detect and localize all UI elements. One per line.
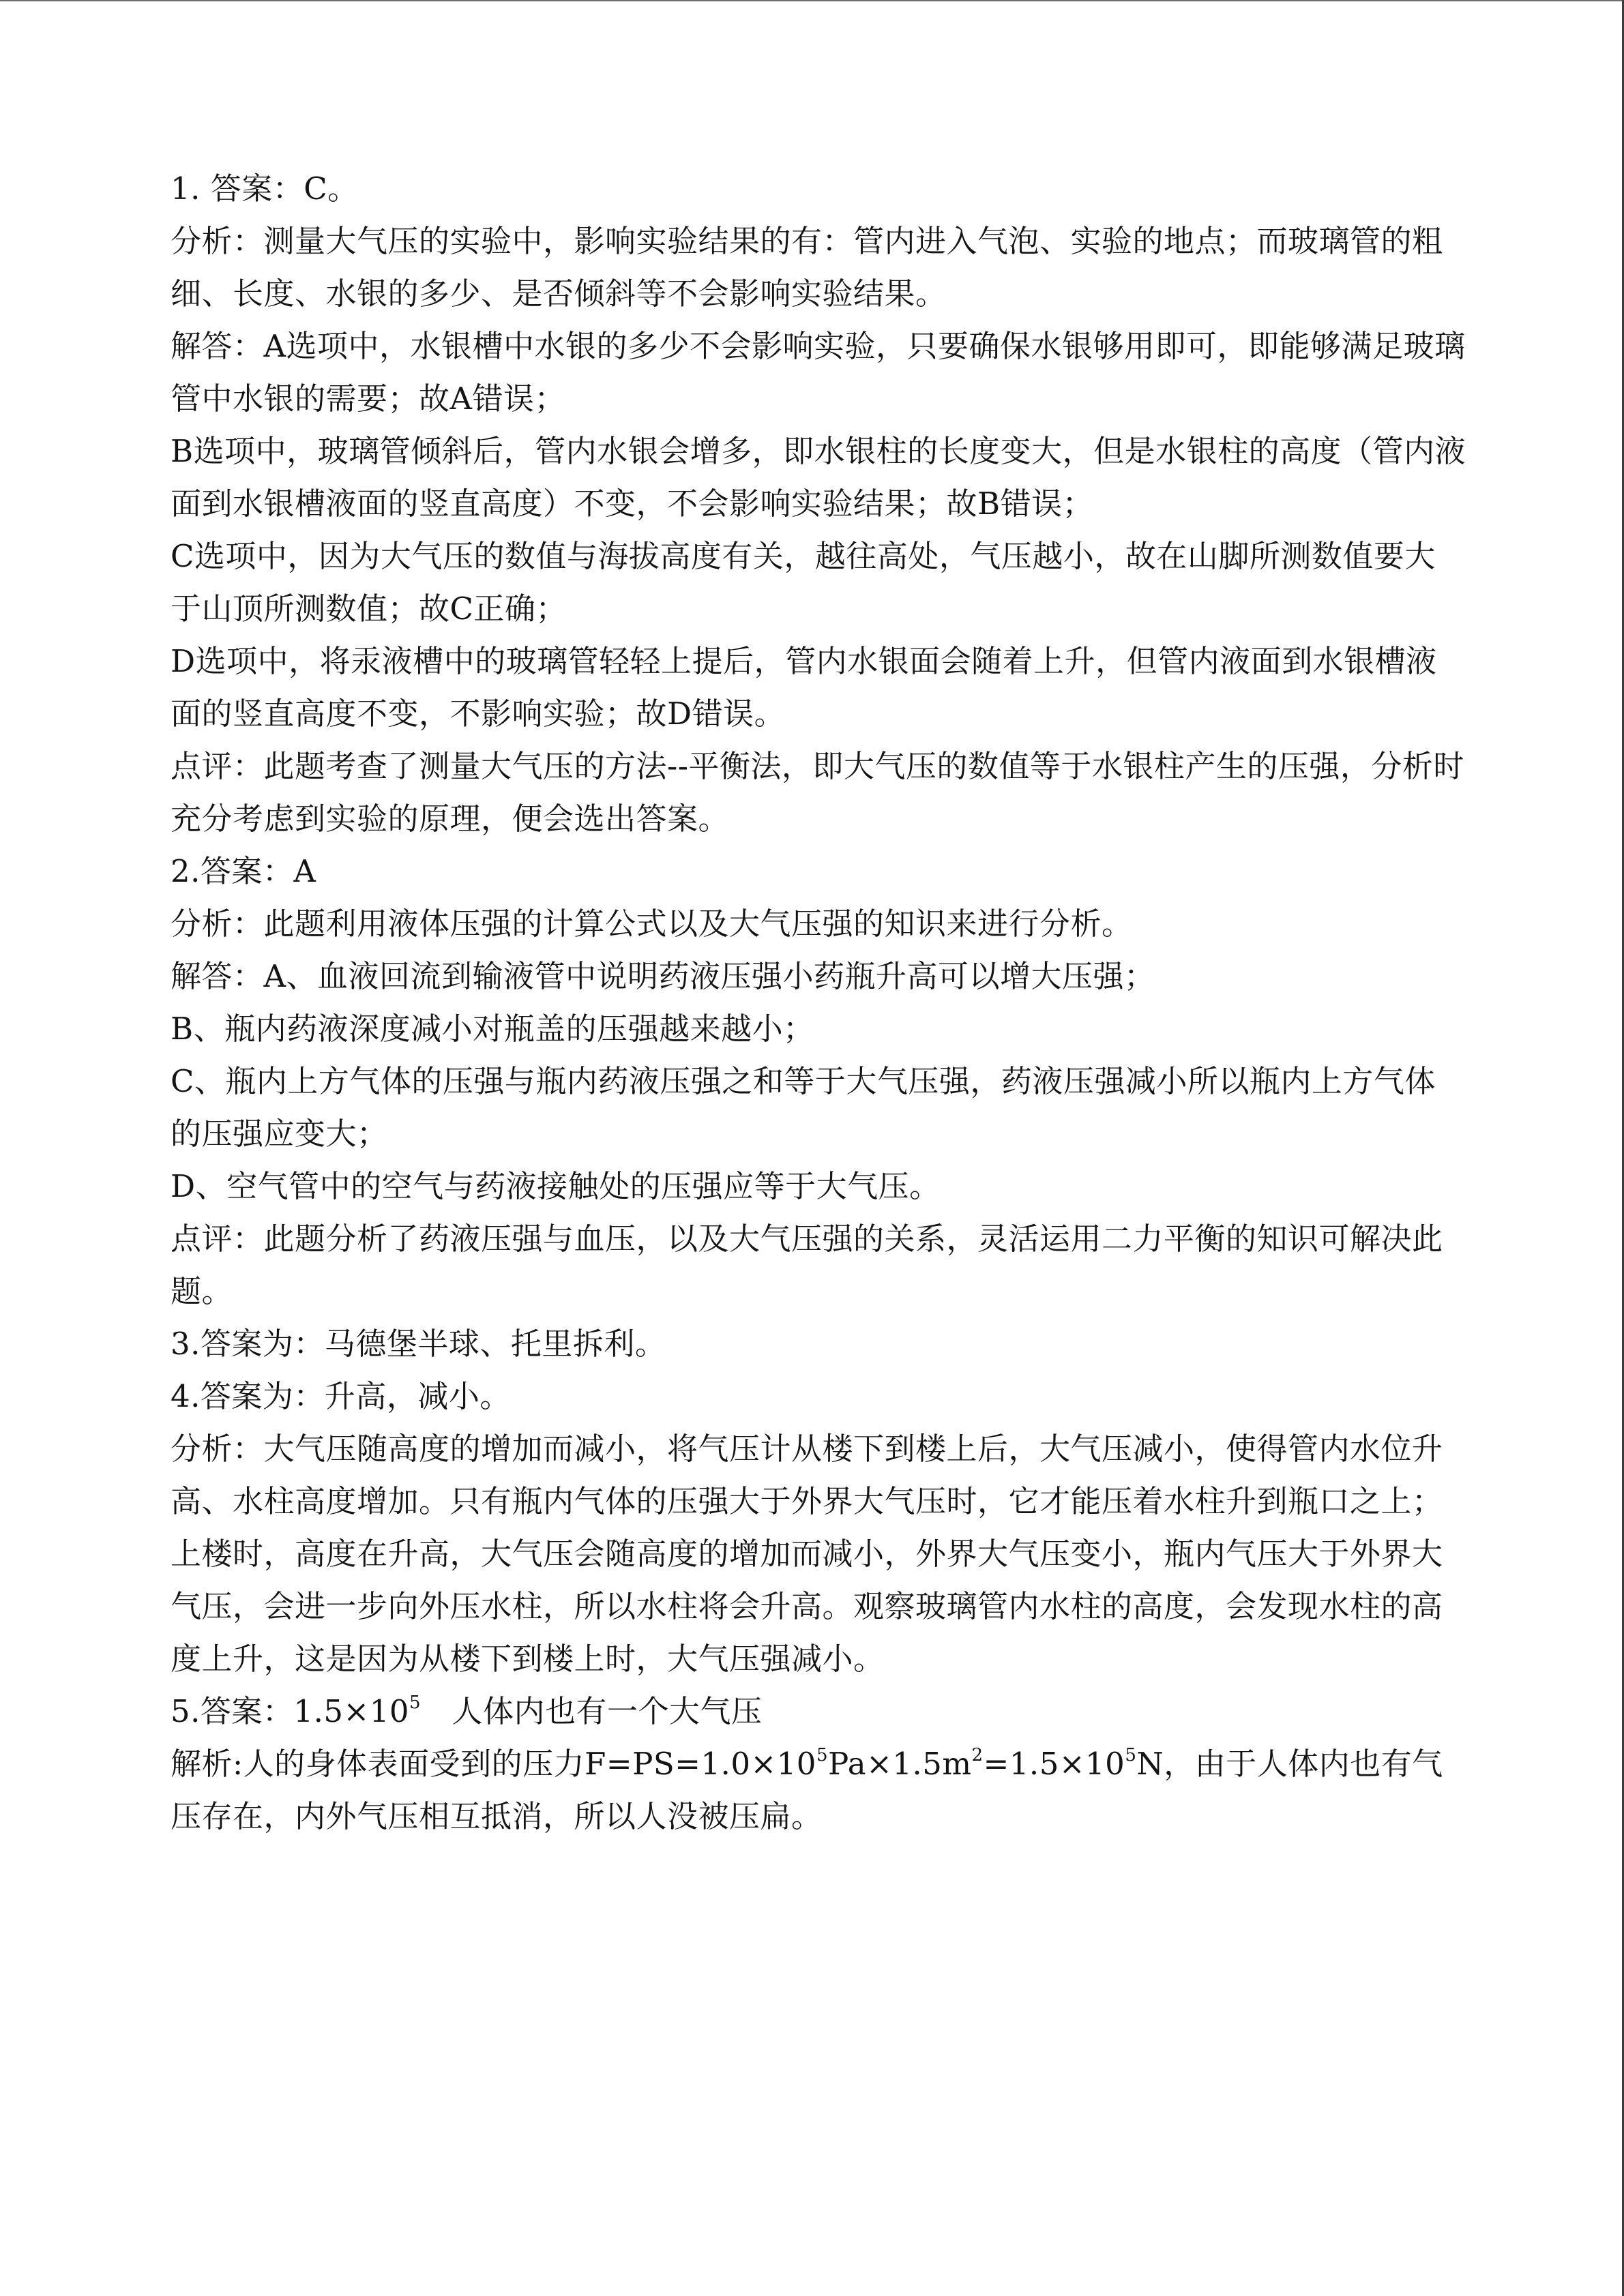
q2-comment: 点评：此题分析了药液压强与血压，以及大气压强的关系，灵活运用二力平衡的知识可解决此题。 (171, 1221, 1443, 1309)
q2-solution-a: 解答：A、血液回流到输液管中说明药液压强小药瓶升高可以增大压强； (171, 958, 1155, 994)
q5-solution-exp2: 2 (971, 1745, 984, 1765)
q2-solution-b: B、瓶内药液深度减小对瓶盖的压强越来越小； (171, 1011, 814, 1047)
q1-analysis: 分析：测量大气压的实验中，影响实验结果的有：管内进入气泡、实验的地点；而玻璃管的粗细、长度、水银的多少、是否倾斜等不会影响实验结果。 (171, 223, 1443, 312)
q1-solution-a: 解答：A选项中，水银槽中水银的多少不会影响实验，只要确保水银够用即可，即能够满足玻璃管中水银的需要；故A错误； (171, 328, 1466, 417)
q5-solution-part2: Pa×1.5m (827, 1746, 972, 1782)
q4-analysis: 分析：大气压随高度的增加而减小，将气压计从楼下到楼上后，大气压减小，使得管内水位升高、水柱高度增加。只有瓶内气体的压强大于外界大气压时，它才能压着水柱升到瓶口之上；上楼时，高度在升高，大气压会随高度的增加而减小，外界大气压变小，瓶内气压大于外界大气压，会进一步向外压水柱，所以水柱将会升高。观察玻璃管内水柱的高度，会发现水柱的高度上升，这是因为从楼下到楼上时，大气压强减小。 (171, 1431, 1443, 1677)
q1-solution-b: B选项中，玻璃管倾斜后，管内水银会增多，即水银柱的长度变大，但是水银柱的高度（管内液面到水银槽液面的竖直高度）不变，不会影响实验结果；故B错误； (171, 433, 1466, 522)
q1-answer: 1. 答案：C。 (171, 170, 359, 207)
q5-answer-prefix: 5.答案：1.5×10 (171, 1693, 409, 1729)
q2-analysis: 分析：此题利用液体压强的计算公式以及大气压强的知识来进行分析。 (171, 906, 1133, 942)
q1-solution-c: C选项中，因为大气压的数值与海拔高度有关，越往高处，气压越小，故在山脚所测数值要大于山顶所测数值；故C正确； (171, 538, 1436, 627)
q5-solution-part3: =1.5×10 (983, 1746, 1125, 1782)
q3-answer: 3.答案为：马德堡半球、托里拆利。 (171, 1326, 666, 1362)
q5-answer (171, 1685, 1466, 1738)
q1-comment: 点评：此题考查了测量大气压的方法--平衡法，即大气压的数值等于水银柱产生的压强，分析时充分考虑到实验的原理，便会选出答案。 (171, 748, 1464, 837)
q5-solution-part4: N，由于人体内也有气压存在，内外气压相互抵消，所以人没被压扁。 (171, 1746, 1443, 1834)
document-body (171, 162, 1466, 1843)
q5-answer-suffix: 人体内也有一个大气压 (421, 1693, 763, 1729)
q5-answer-exponent: 5 (409, 1693, 422, 1713)
q5-solution-exp3: 5 (1125, 1745, 1137, 1765)
q5-solution-part1: 解析:人的身体表面受到的压力F=PS=1.0×10 (171, 1746, 816, 1782)
q5-solution (171, 1738, 1466, 1843)
q2-answer: 2.答案：A (171, 853, 316, 889)
q2-solution-d: D、空气管中的空气与药液接触处的压强应等于大气压。 (171, 1168, 941, 1204)
q1-solution-d: D选项中，将汞液槽中的玻璃管轻轻上提后，管内水银面会随着上升，但管内液面到水银槽液面的竖直高度不变，不影响实验；故D错误。 (171, 643, 1437, 732)
q5-solution-exp1: 5 (816, 1745, 828, 1765)
q2-solution-c: C、瓶内上方气体的压强与瓶内药液压强之和等于大气压强，药液压强减小所以瓶内上方气体的压强应变大； (171, 1063, 1436, 1152)
page-top-border (0, 0, 1624, 1)
q4-answer: 4.答案为：升高，减小。 (171, 1378, 511, 1414)
